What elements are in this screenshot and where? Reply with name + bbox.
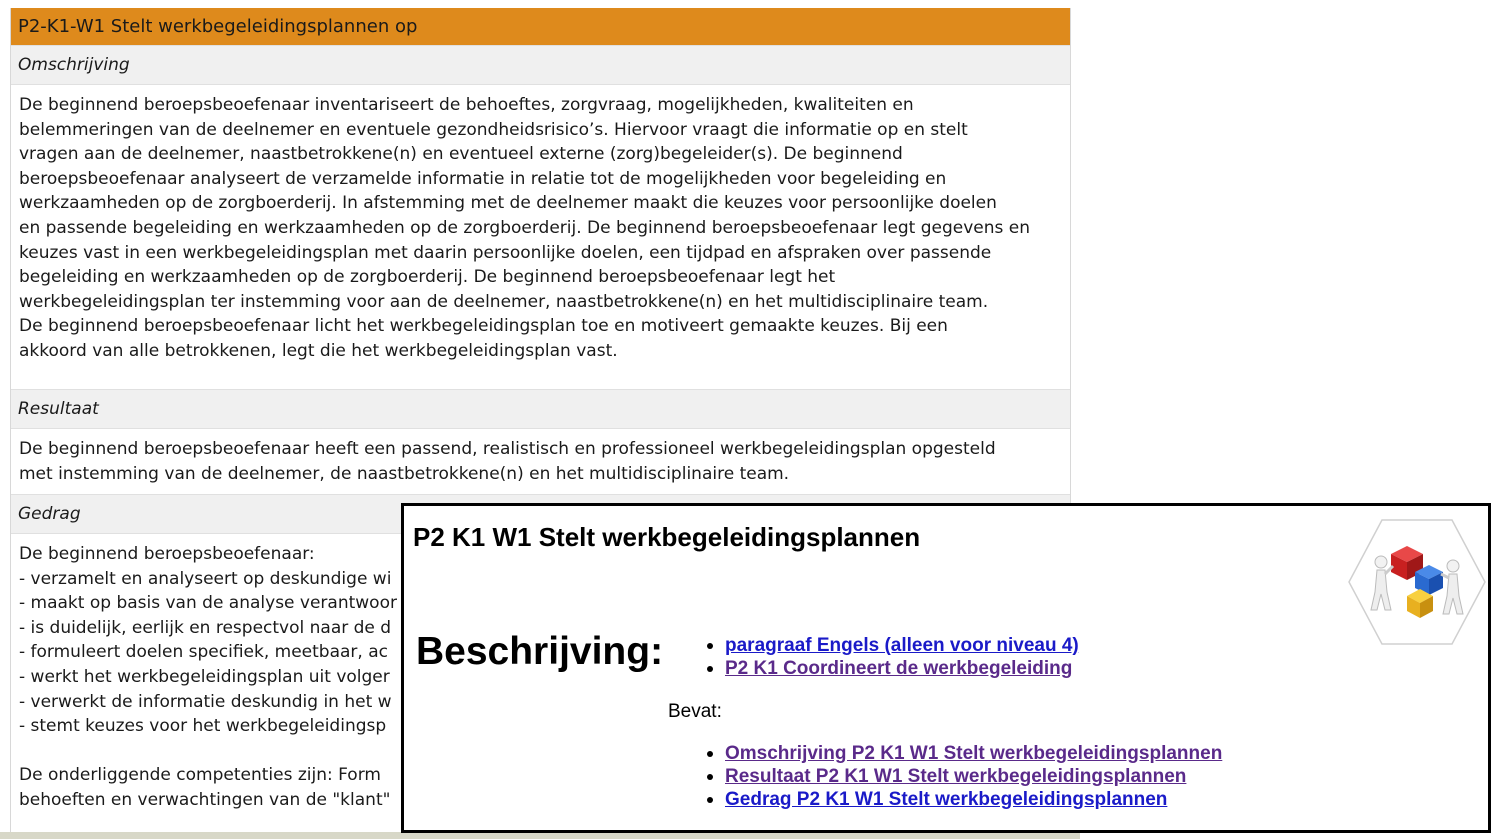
- list-item: [707, 657, 1079, 680]
- text-line: De beginnend beroepsbeoefenaar inventariseert de behoeftes, zorgvraag, mogelijkheden, kwaliteiten en: [19, 95, 914, 115]
- parent-links-list: [707, 634, 1079, 680]
- link-resultaat[interactable]: Resultaat P2 K1 W1 Stelt werkbegeleidingsplannen: [725, 766, 1187, 787]
- text-line: - stemt keuzes voor het werkbegeleidingsp: [19, 716, 387, 737]
- text-line: De beginnend beroepsbeoefenaar:: [19, 544, 315, 564]
- text-line: behoeften en verwachtingen van de "klant": [19, 789, 391, 810]
- link-omschrijving[interactable]: Omschrijving P2 K1 W1 Stelt werkbegeleidingsplannen: [725, 743, 1223, 764]
- contains-label: Bevat:: [668, 701, 722, 722]
- document-title: P2-K1-W1 Stelt werkbegeleidingsplannen op: [11, 8, 1070, 45]
- overlay-title: P2 K1 W1 Stelt werkbegeleidingsplannen: [413, 522, 921, 552]
- text-line: - formuleert doelen specifiek, meetbaar, ac: [19, 642, 388, 663]
- horizontal-scrollbar[interactable]: [0, 832, 1080, 839]
- section-heading-gedrag: Gedrag: [11, 494, 1070, 534]
- section-heading-omschrijving: Omschrijving: [11, 45, 1070, 85]
- text-line: - werkt het werkbegeleidingsplan uit volger: [19, 666, 390, 687]
- text-line: werkzaamheden op de zorgboerderij. In afstemming met de deelnemer maakt die keuzes voor persoonlijke doelen: [19, 193, 997, 214]
- text-line: belemmeringen van de deelnemer en eventuele gezondheidsrisico’s. Hiervoor vraagt die informatie op en stelt: [19, 119, 968, 140]
- text-line: keuzes vast in een werkbegeleidingsplan met daarin persoonlijke doelen, een tijdpad en afspraken over passende: [19, 242, 992, 263]
- list-item: [707, 788, 1222, 811]
- text-line: met instemming van de deelnemer, de naastbetrokkene(n) en het multidisciplinaire team.: [19, 463, 790, 484]
- list-item: [707, 742, 1222, 765]
- list-item: [707, 634, 1079, 657]
- text-line: beroepsbeoefenaar analyseert de verzamelde informatie in relatie tot de mogelijkheden voor begeleiding en: [19, 168, 947, 189]
- description-overlay-panel: [401, 503, 1491, 833]
- link-paragraaf-engels[interactable]: paragraaf Engels (alleen voor niveau 4): [725, 635, 1079, 656]
- section-body-omschrijving: [11, 85, 1070, 389]
- section-body-resultaat: [11, 429, 1070, 494]
- link-gedrag[interactable]: Gedrag P2 K1 W1 Stelt werkbegeleidingsplannen: [725, 789, 1168, 810]
- text-line: - verzamelt en analyseert op deskundige wi: [19, 568, 392, 589]
- text-line: - is duidelijk, eerlijk en respectvol naar de d: [19, 617, 392, 638]
- section-heading-resultaat: Resultaat: [11, 389, 1070, 429]
- description-label: Beschrijving:: [416, 630, 664, 673]
- text-line: - verwerkt de informatie deskundig in het w: [19, 691, 392, 712]
- text-line: werkbegeleidingsplan ter instemming voor aan de deelnemer, naastbetrokkene(n) en het multidisciplinaire team.: [19, 291, 989, 312]
- text-line: De beginnend beroepsbeoefenaar licht het werkbegeleidingsplan toe en motiveert gemaakte keuzes. Bij een: [19, 316, 948, 337]
- team-puzzle-cubes-icon: [1347, 518, 1487, 646]
- text-line: vragen aan de deelnemer, naastbetrokkene(n) en eventueel externe (zorg)begeleider(s). De beginnend: [19, 144, 903, 165]
- text-line: akkoord van alle betrokkenen, legt die het werkbegeleidingsplan vast.: [19, 340, 618, 361]
- list-item: [707, 765, 1222, 788]
- text-line: De onderliggende competenties zijn: Form: [19, 765, 381, 786]
- text-line: De beginnend beroepsbeoefenaar heeft een passend, realistisch en professioneel werkbegeleidingsplan opgesteld: [19, 439, 996, 459]
- link-p2-k1-coordineert[interactable]: P2 K1 Coordineert de werkbegeleiding: [725, 658, 1073, 679]
- text-line: en passende begeleiding en werkzaamheden op de zorgboerderij. De beginnend beroepsbeoefenaar legt gegevens en: [19, 217, 1030, 238]
- child-links-list: [707, 742, 1222, 811]
- text-line: - maakt op basis van de analyse verantwoor: [19, 593, 397, 614]
- text-line: begeleiding en werkzaamheden op de zorgboerderij. De beginnend beroepsbeoefenaar legt het: [19, 267, 836, 288]
